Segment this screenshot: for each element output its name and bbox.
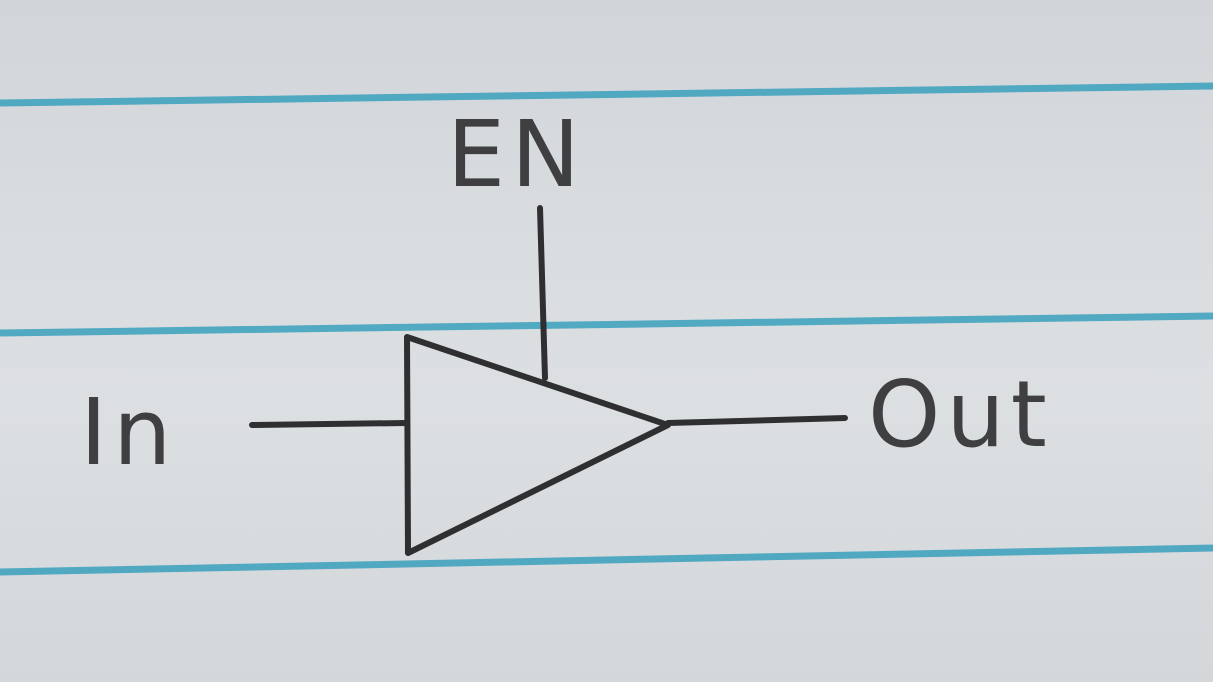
- input-label: In: [80, 379, 178, 486]
- output-label: Out: [868, 361, 1053, 468]
- enable-label: EN: [447, 101, 586, 208]
- input-wire: [252, 423, 406, 425]
